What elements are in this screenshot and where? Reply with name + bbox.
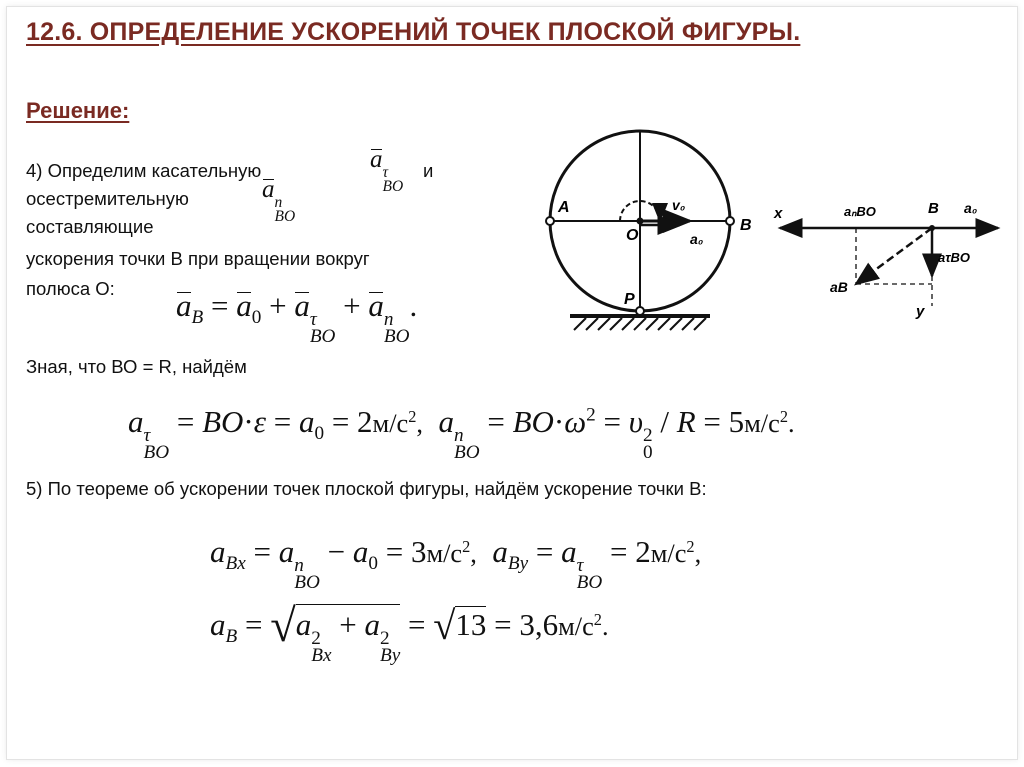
ground-hatch [574,318,706,330]
label-v0: v₀ [672,197,686,213]
vec-a-bo-tau: a τ BO [370,146,404,195]
step4-line1 [26,158,261,184]
equation-components: a τ BO = $BO\cdot\varepsilon = a_0 = 2м/с^2$, a n BO = $BO\cdot\omega^2 = \upsilon$ 2 0 / $R = 5м/с^2$. [128,404,795,464]
right-label-x: x [774,205,783,222]
label-O: O [626,227,639,244]
step4-line1-text: 4) Определим касательную [26,160,262,181]
aB-arrow [856,228,932,284]
acceleration-diagram [770,188,1010,323]
solution-heading: Решение: [26,98,130,123]
right-label-aBOn: aₙBO [844,204,876,219]
step4-line5: полюса О: [26,278,115,299]
unit-2: м/с [744,409,780,438]
label-A: A [558,199,570,216]
value-a-x: 3 [410,534,427,569]
unit-1: м/с [372,409,409,438]
right-label-a0: a₀ [964,200,978,216]
value-a-b: 3,6 [519,607,559,642]
known-text: Зная, что ВО = R, найдём [26,356,247,377]
value-a-tau: 2 [357,404,373,439]
unit-3: м/с [426,539,463,568]
right-label-aBOtau: aτBO [938,250,971,265]
label-B: B [740,217,752,234]
value-a-y: 2 [635,534,651,569]
slide-title: 12.6. ОПРЕДЕЛЕНИЕ УСКОРЕНИЙ ТОЧЕК ПЛОСКОЙ ФИГУРЫ. [26,18,801,46]
right-label-y: y [916,303,925,320]
unit-4: м/с [650,539,687,568]
unit-5: м/с [558,612,594,641]
step4-line3: составляющие [26,216,154,237]
equation-vector-sum: $a_B = a_0 + a$ τ BO + a n BO . [176,288,418,348]
equation-projections: $a_{Bx} = a$ n BO − $a_0 = 3м/с^2$, $a_{By} = a$ τ BO = $2м/с^2$, [210,534,702,594]
step4-and: и [423,160,434,181]
right-label-aB: aB [830,279,848,295]
step5-text: 5) По теореме об ускорении точек плоской фигуры, найдём ускорение точки В: [26,478,707,499]
step4-line2: осестремительную [26,188,189,209]
value-a-n: 5 [728,404,745,439]
value-root: 13 [455,607,487,642]
label-a0: a₀ [690,231,704,247]
label-P: P [624,291,635,308]
equation-magnitude: $a_B = √a$ 2 Bx + a 2 By = $√13 = 3,6м/с^2$. [210,601,609,667]
step4-line4: ускорения точки В при вращении вокруг [26,248,370,269]
wheel-diagram [540,124,752,344]
vec-a-bo-n: a n BO [262,176,296,225]
right-label-B: B [928,200,939,217]
ground-line [570,314,710,318]
